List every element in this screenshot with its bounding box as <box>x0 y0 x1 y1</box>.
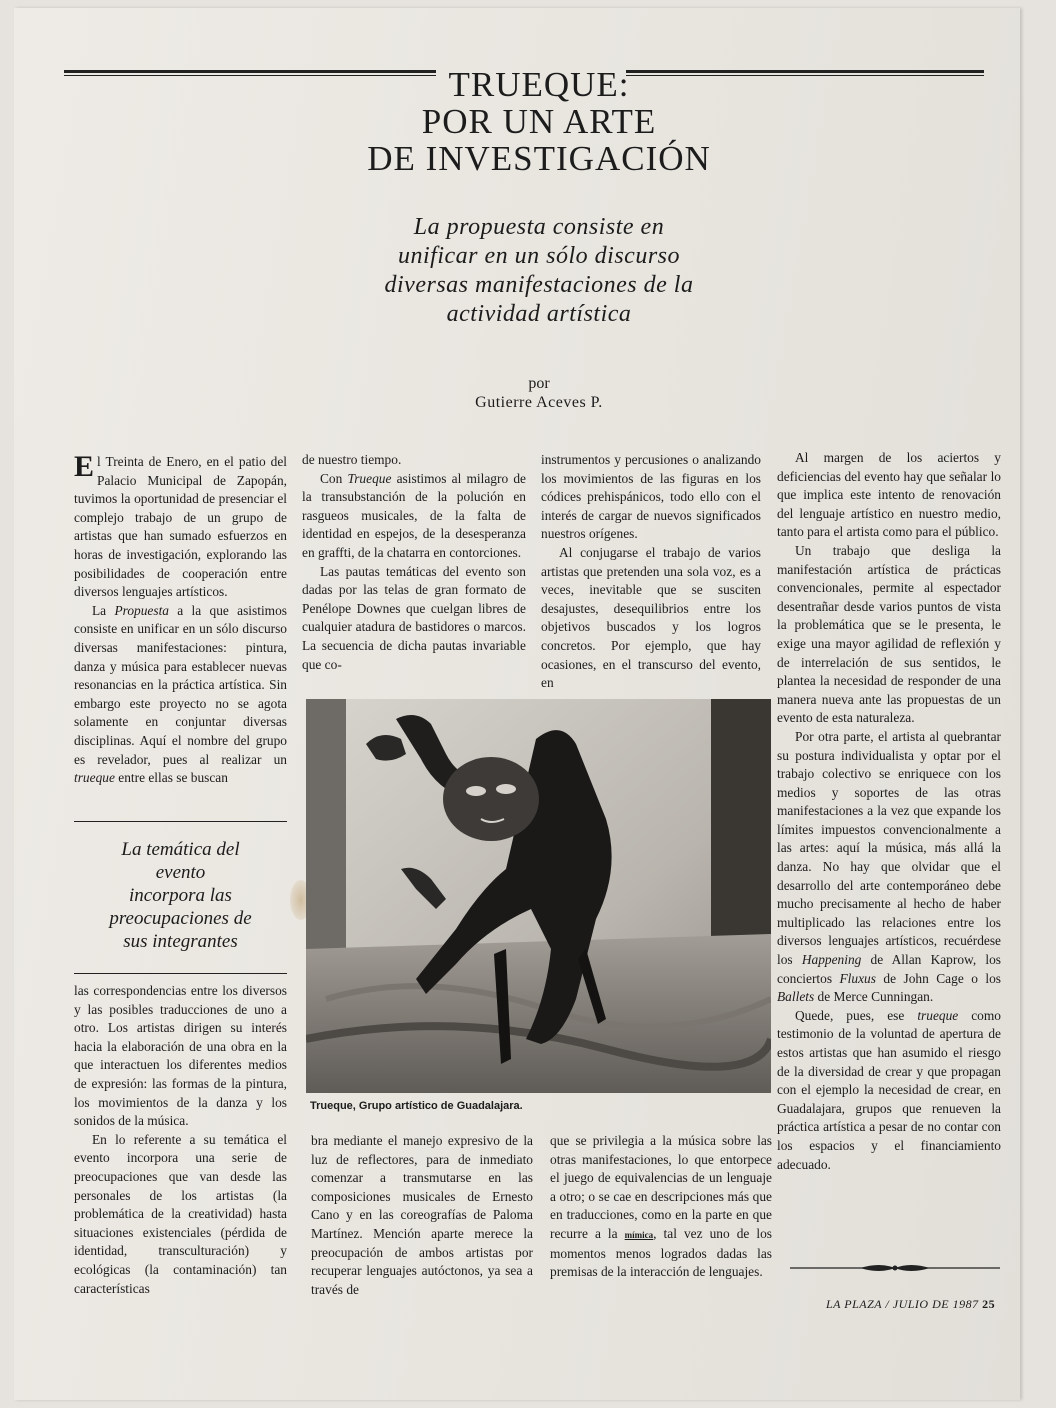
column-4 <box>777 449 1001 1174</box>
column-3-top <box>541 451 761 693</box>
paragraph: Un trabajo que desliga la manifestación artística de prácticas convencionales, permite al espectador desentrañar desde varios puntos de vista la problemática que se le presenta, le exige una mayor agilidad de reflexión y de interrelación de sus sentidos, le plantea la necesidad de responder de una manera nueva ante las propuestas de un evento de esta naturaleza. <box>777 542 1001 726</box>
pullquote-rule-bottom <box>74 973 287 974</box>
paragraph: las correspondencias entre los diversos y las posibles traducciones de uno a otro. Los artistas dirigen su interés hacia la elaboración de una obra en la que interactuen los diferentes medios de expresión: las formas de la pintura, los movimientos de la danza y los sonidos de la música. <box>74 983 287 1129</box>
paragraph <box>74 602 287 788</box>
paragraph: de nuestro tiempo. <box>302 452 402 467</box>
emphasis: trueque <box>74 770 115 786</box>
pullquote-line: preocupaciones de <box>109 908 252 929</box>
dancer-photo-illustration <box>306 699 771 1093</box>
magazine-page <box>14 8 1020 1400</box>
column-3-bottom <box>550 1132 772 1282</box>
paragraph <box>777 728 1001 1007</box>
paragraph: instrumentos y percusiones o analizando los movimientos de las figuras en los códices prehispánicos, todo ello con el interés de cargar de nuevos significados nuestros orígenes. <box>541 452 761 542</box>
column-2-top <box>302 451 526 674</box>
text-run: entre ellas se buscan <box>114 770 228 786</box>
pullquote-line: sus integrantes <box>123 931 238 952</box>
subtitle-line: actividad artística <box>446 301 632 327</box>
emphasis: Happening <box>801 952 862 968</box>
paragraph: Las pautas temáticas del evento son dadas por las telas de gran formato de Penélope Downes que cuelgan libres de cualquier atadura de bastidores o marcos. La secuencia de dicha pautas invariable que co- <box>302 563 526 672</box>
paragraph: Al margen de los aciertos y deficiencias del evento hay que señalar lo que implica este intento de renovación del lenguaje artístico en nuestro medio, tanto para el artista como para el público. <box>777 450 1001 540</box>
subtitle-line: diversas manifestaciones de la <box>384 272 694 298</box>
text-run: a la que asistimos consiste en unificar en un sólo discurso diversas manifestaciones: pintura, danza y música para establecer nuevas resonancias en la práctica artística. Sin embargo este proyecto no se agota solamente en conjuntar diversas disciplinas. Aquí el nombre del grupo es revelador, pues al realizar un <box>74 602 287 767</box>
text-run: , tal vez uno de los momentos menos logrados dadas las premisas de la interacción de lenguajes. <box>550 1225 773 1280</box>
handwritten-word: mímica <box>624 1229 654 1240</box>
column-1-bottom <box>74 982 287 1298</box>
title-line: DE INVESTIGACIÓN <box>367 139 711 178</box>
text-run: Con <box>320 470 348 486</box>
column-1-top <box>74 450 287 788</box>
paragraph: bra mediante el manejo expresivo de la luz de reflectores, para de inmediato comenzar a transmutarse en las composiciones musicales de Ernesto Cano y en las coreografías de Paloma Martínez. Mención aparte merece la preocupación de ambos artistas por recuperar lenguajes autóctonos, ya sea a través de <box>311 1133 533 1297</box>
emphasis: Trueque <box>347 470 392 486</box>
article-title <box>314 66 764 177</box>
text-run: que se privilegia a la música sobre las otras manifestaciones, lo que entorpece el juego de equivalencias de un lenguaje a otro; o se cae en descripciones más que en traducciones, como en la parte en que recurre a la <box>550 1133 772 1241</box>
title-line: TRUEQUE: <box>448 65 630 104</box>
text-run: de John Cage o los <box>875 970 1001 986</box>
emphasis: trueque <box>917 1007 959 1023</box>
paragraph: En lo referente a su temática el evento incorpora una serie de preocupaciones que van desde las personales de los artistas (la problemática de la creatividad) hasta situaciones existenciales (pérdida de identidad, transculturación) y ecológicas (la contaminación) tan características <box>74 1131 287 1296</box>
text-run: Quede, pues, ese <box>795 1007 918 1023</box>
dancer-photo <box>306 699 771 1093</box>
text-run: de Merce Cunningan. <box>814 989 934 1005</box>
end-ornament <box>790 1262 1000 1274</box>
emphasis: Ballets <box>777 989 815 1005</box>
paragraph <box>74 450 287 602</box>
publication-name: LA PLAZA / JULIO DE 1987 <box>826 1297 979 1311</box>
pullquote-rule-top <box>74 821 287 822</box>
text-run: Por otra parte, el artista al quebrantar su postura individualista y optar por el trabajo colectivo se enriquece con los medios y soportes de las otras manifestaciones a la vez que expande los límites impuestos convencionalmente a las artes: aquí la música, más allá la danza. No hay que olvidar que el desarrollo del arte contemporáneo debe mucho precisamente al hecho de haber multiplicado las relaciones entre los diversos lenguajes artísticos, recuérdese los <box>777 728 1001 968</box>
subtitle-line: unificar en un sólo discurso <box>398 243 680 269</box>
article-subtitle <box>314 213 764 329</box>
text-run: La <box>92 602 115 618</box>
paragraph <box>302 470 526 563</box>
pullquote <box>74 838 287 953</box>
text-run: de Allan Kaprow, los conciertos <box>777 952 1001 986</box>
paragraph-text: l Treinta de Enero, en el patio del Palacio Municipal de Zapopán, tuvimos la oportunidad de presenciar el complejo trabajo de un grupo de artistas que han sumado esfuerzos en horas de investigación, explorando las posibilidades de cooperación entre diversos lenguajes artísticos. <box>74 454 287 600</box>
paragraph <box>550 1132 772 1282</box>
pullquote-line: La temática del <box>121 839 240 860</box>
text-run: como testimonio de la voluntad de apertura de estos artistas que han asumido el riesgo de la diversidad de crear y que propagan con el ejemplo la necesidad de crear, en Guadalajara, grupos que renueven la práctica artística a pesar de no contar con los espacios y el financiamiento adecuado. <box>777 1007 1001 1172</box>
subtitle-line: La propuesta consiste en <box>413 214 665 240</box>
title-line: POR UN ARTE <box>421 102 657 141</box>
photo-caption: Trueque, Grupo artístico de Guadalajara. <box>310 1100 523 1112</box>
column-2-bottom <box>311 1132 533 1299</box>
emphasis: Fluxus <box>839 970 876 986</box>
paragraph <box>777 1007 1001 1174</box>
paragraph: Al conjugarse el trabajo de varios artistas que pretenden una sola voz, es a veces, inevitable que se susciten desajustes, desequilibrios entre los objetivos buscados y los logros concretos. Por ejemplo, que hay ocasiones, en el transcurso del evento, en <box>541 544 761 691</box>
page-number: 25 <box>982 1297 996 1311</box>
pullquote-line: evento <box>155 862 206 883</box>
page-footer <box>826 1297 995 1312</box>
pullquote-line: incorpora las <box>129 885 232 906</box>
byline-author: Gutierre Aceves P. <box>475 394 603 411</box>
drop-cap: E <box>74 450 95 483</box>
emphasis: Propuesta <box>114 602 169 618</box>
text-run: asistimos al milagro de la transubstanción de la polución en rasgueos musicales, de la falta de identidad en espejos, de la desesperanza en graffti, de la chatarra en contorciones. <box>302 470 526 560</box>
byline-por: por <box>528 375 550 392</box>
